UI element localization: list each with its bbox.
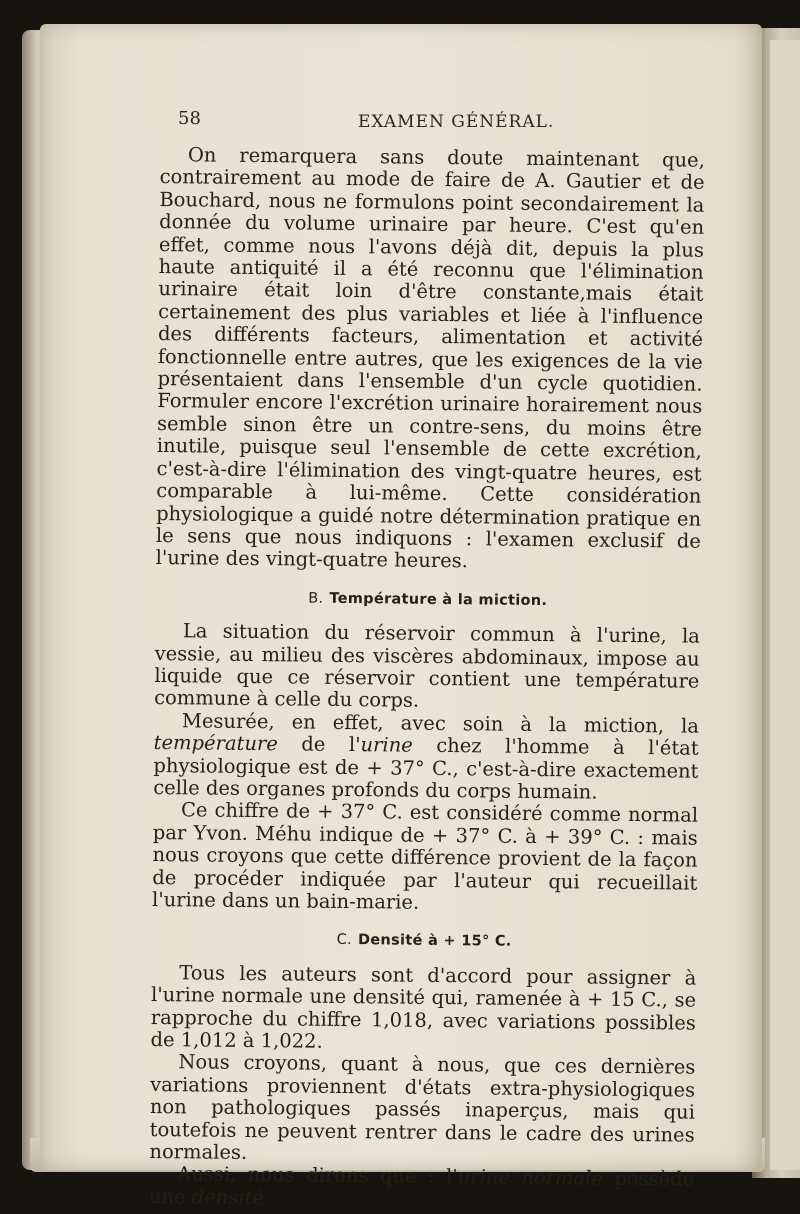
text-run: de l' bbox=[277, 732, 361, 757]
section-heading-temperature bbox=[155, 586, 700, 614]
chapter-title: EXAMEN GÉNÉRAL. bbox=[358, 112, 555, 132]
text-run: possède une bbox=[148, 1167, 695, 1209]
emphasis-text: température bbox=[153, 731, 278, 756]
running-head bbox=[0, 104, 800, 134]
paragraph-reservoir: La situation du réservoir commun à l'urine, la vessie, au milieu des viscères abdominaux, impose au liquide que ce réservoir contient une température commune à celle du corps. bbox=[154, 619, 700, 713]
paragraph-conclusion bbox=[149, 1163, 694, 1214]
paragraph-yvon-mehu: Ce chiffre de + 37° C. est considéré comme normal par Yvon. Méhu indique de + 37° C. à + 39° C. : mais nous croyons que cette différence provient de la façon de procéder indiquée par l'auteur qui recueillait l'urine dans un bain-marie. bbox=[151, 798, 699, 914]
paragraph-volume: On remarquera sans doute maintenant que, contrairement au mode de faire de A. Gautier et de Bouchard, nous ne formulons point secondairement la donnée du volume urinaire par heure. C'est qu'en effet, comme nous l'avons déjà dit, depuis la plus haute antiquité il a été reconnu que l'élimination urinaire était loin d'être constante,mais était certainement des plus variables et liée à l'influence des différents facteurs, alimentation et activité fonctionnelle entre autres, que les exigences de la vie présentaient dans l'ensemble d'un cycle quotidien. Formuler encore l'excrétion urinaire horairement nous semble sinon être un contre-sens, du moins être inutile, puisque seul l'ensemble de cette excrétion, c'est-à-dire l'élimination des vingt-quatre heures, est comparable à lui-même. Cette considération physiologique a guidé notre détermination pratique en le sens que nous indiquons : l'examen exclusif de l'urine des vingt-quatre heures. bbox=[155, 143, 705, 573]
paragraph-measured-temperature bbox=[153, 710, 699, 805]
paragraph-variations: Nous croyons, quant à nous, que ces dernières variations proviennent d'états extra-physiologiques non pathologiques passés inaperçus, mais qui toutefois ne peuvent rentrer dans le cadre des urines normales. bbox=[149, 1050, 696, 1165]
section-letter: B. bbox=[308, 590, 324, 607]
section-heading-density bbox=[152, 927, 697, 955]
next-page-edge bbox=[770, 40, 800, 1170]
body-text bbox=[149, 144, 705, 1214]
text-run: Mesurée, en effet, avec soin à la miction, la bbox=[181, 709, 700, 738]
section-title: Densité à + 15° C. bbox=[357, 932, 512, 951]
text-run: chez l'homme à l'état physiologique est de + 37° C., c'est-à-dire exactement celle des organes profonds du corps humain. bbox=[153, 733, 699, 804]
text-run: Aussi, nous dirons que : l' bbox=[177, 1162, 458, 1189]
page-number: 58 bbox=[178, 108, 201, 129]
emphasis-text: densité bbox=[191, 1185, 265, 1210]
section-title: Température à la miction. bbox=[329, 590, 548, 609]
paragraph-density: Tous les auteurs sont d'accord pour assigner à l'urine normale une densité qui, ramenée à + 15 C., se rapproche du chiffre 1,018, avec variations possibles de 1,012 à 1,022. bbox=[150, 961, 697, 1053]
section-letter: C. bbox=[336, 932, 353, 949]
emphasis-text: urine normale bbox=[457, 1165, 604, 1191]
emphasis-text: urine bbox=[360, 733, 413, 757]
